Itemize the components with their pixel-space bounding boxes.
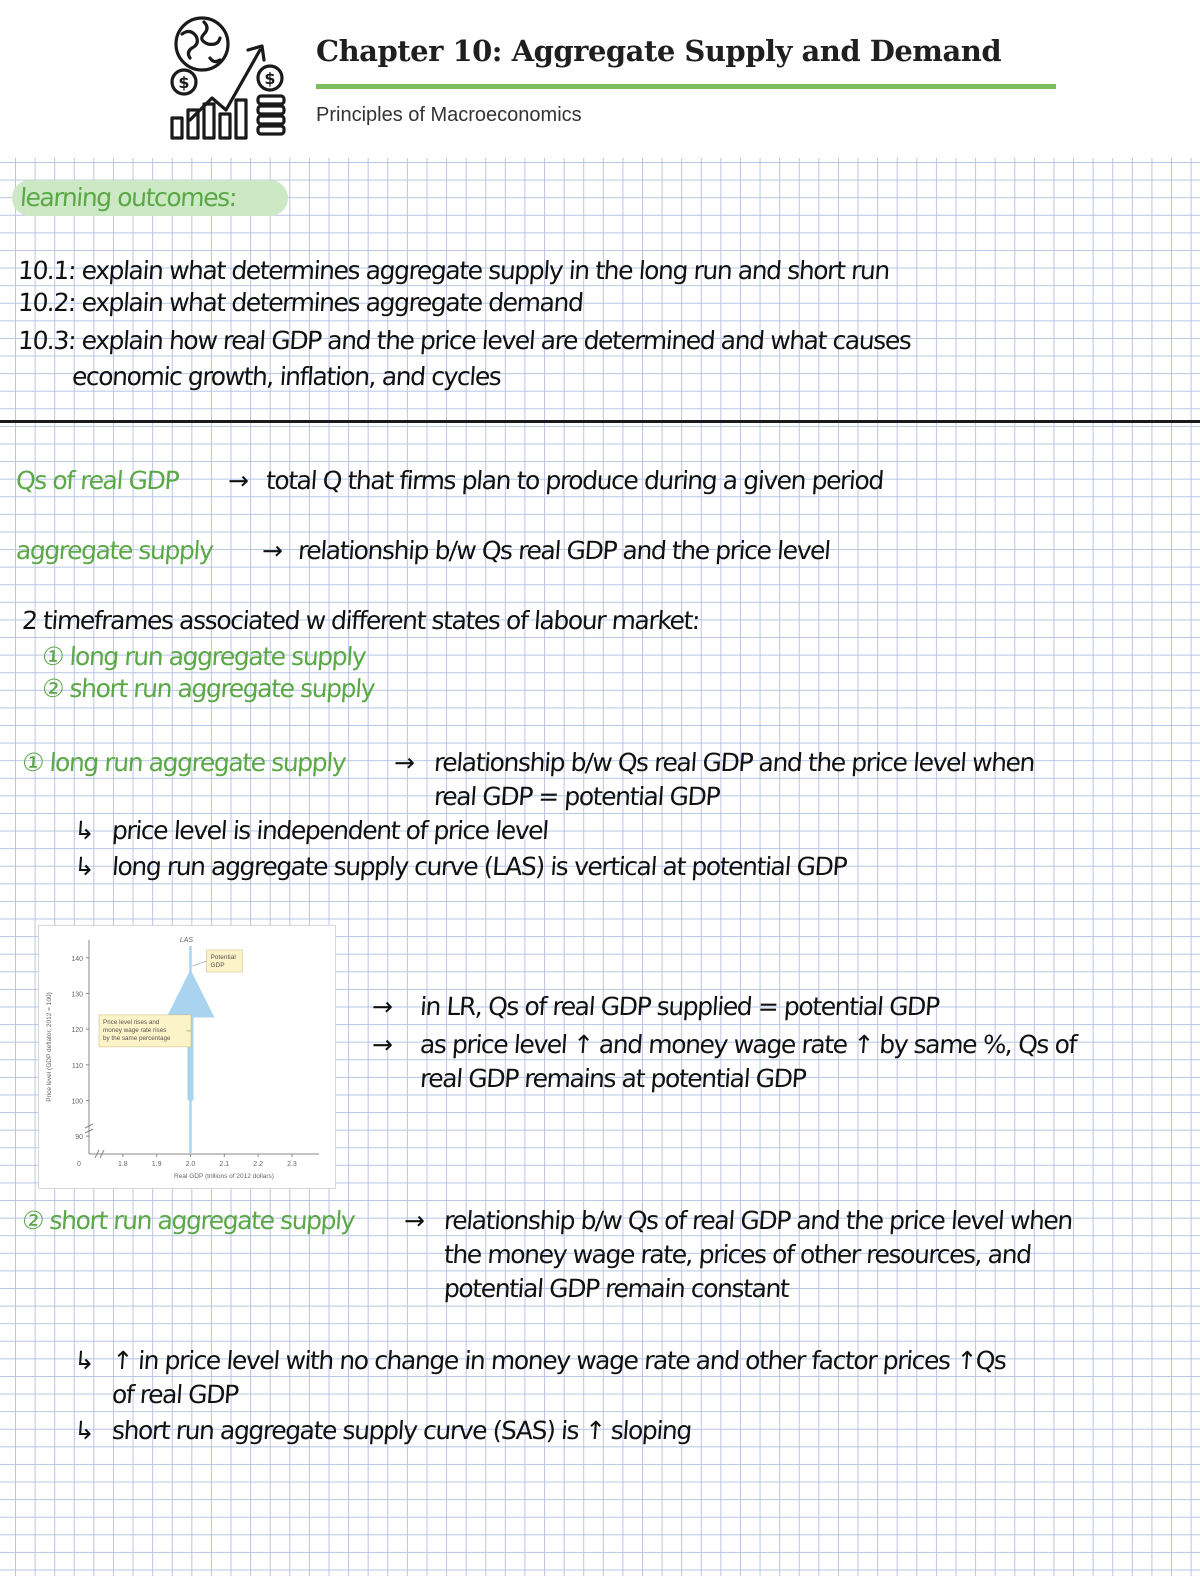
- origin-label: 0: [77, 1161, 81, 1168]
- y-tick-label: 100: [71, 1098, 83, 1106]
- arrow-icon: →: [371, 1030, 393, 1059]
- learning-outcomes-heading: learning outcomes:: [19, 183, 237, 212]
- timeframe-1: ① long run aggregate supply: [41, 642, 367, 671]
- x-tick-label: 1.8: [117, 1161, 128, 1168]
- svg-text:$: $: [264, 69, 276, 88]
- qs-term: Qs of real GDP: [15, 466, 180, 495]
- y-tick-label: 120: [71, 1027, 83, 1035]
- annotation-label: Price level rises and: [103, 1018, 160, 1026]
- lr-point-1: in LR, Qs of real GDP supplied = potential GDP: [419, 992, 940, 1021]
- y-axis-label: Price level (GDP deflator, 2012 = 100): [46, 992, 53, 1102]
- sras-sub-arrow-icon: ↳: [73, 1416, 95, 1445]
- arrow-icon: →: [403, 1206, 425, 1235]
- x-tick-label: 2.1: [219, 1161, 230, 1168]
- x-tick-label: 2.3: [287, 1161, 297, 1168]
- sras-sub-2: short run aggregate supply curve (SAS) is ↑ sloping: [111, 1416, 692, 1445]
- as-term: aggregate supply: [15, 536, 214, 565]
- arrow-icon: →: [371, 992, 393, 1021]
- potential-gdp-label: GDP: [210, 962, 225, 969]
- lras-sub-1: price level is independent of price level: [111, 816, 549, 845]
- las-curve-label: LAS: [179, 937, 194, 944]
- page-subtitle: Principles of Macroeconomics: [316, 104, 582, 126]
- y-tick-label: 140: [71, 955, 83, 963]
- y-tick-label: 110: [71, 1062, 83, 1070]
- as-definition: relationship b/w Qs real GDP and the price level: [297, 536, 831, 565]
- y-tick-label: 90: [75, 1134, 83, 1142]
- x-tick-label: 2.2: [253, 1161, 263, 1168]
- outcome-10-1: 10.1: explain what determines aggregate supply in the long run and short run: [17, 256, 890, 285]
- arrow-icon: →: [261, 536, 283, 565]
- section-divider: [0, 420, 1200, 423]
- timeframes-intro: 2 timeframes associated w different states of labour market:: [21, 606, 701, 635]
- arrow-icon: →: [393, 748, 415, 777]
- lras-term: ① long run aggregate supply: [21, 748, 347, 777]
- las-chart: [38, 925, 336, 1189]
- x-tick-label: 1.9: [151, 1161, 162, 1168]
- timeframe-2: ② short run aggregate supply: [41, 674, 376, 703]
- page-title: Chapter 10: Aggregate Supply and Demand: [316, 34, 1002, 68]
- outcome-10-2: 10.2: explain what determines aggregate demand: [17, 288, 584, 317]
- title-rule: [316, 84, 1056, 89]
- qs-definition: total Q that firms plan to produce during a given period: [265, 466, 884, 495]
- arrow-icon: →: [227, 466, 249, 495]
- svg-text:$: $: [178, 73, 190, 92]
- sras-sub-1-continued: of real GDP: [111, 1380, 239, 1409]
- outcome-10-3: 10.3: explain how real GDP and the price level are determined and what causes: [17, 326, 912, 355]
- potential-gdp-label: Potential: [210, 954, 236, 961]
- potential-gdp-leader: [192, 961, 206, 966]
- sras-definition-3: potential GDP remain constant: [443, 1274, 790, 1303]
- annotation-label: money wage rate rises: [103, 1026, 167, 1034]
- lras-sub-2: long run aggregate supply curve (LAS) is vertical at potential GDP: [111, 852, 848, 881]
- lras-sub-arrow-icon: ↳: [73, 852, 95, 881]
- x-tick-label: 2.0: [185, 1161, 196, 1168]
- sras-definition-1: relationship b/w Qs of real GDP and the price level when: [443, 1206, 1073, 1235]
- x-axis-label: Real GDP (trillions of 2012 dollars): [174, 1173, 274, 1180]
- sras-sub-arrow-icon: ↳: [73, 1346, 95, 1375]
- sras-term: ② short run aggregate supply: [21, 1206, 356, 1235]
- lras-sub-arrow-icon: ↳: [73, 816, 95, 845]
- annotation-label: by the same percentage: [103, 1034, 171, 1042]
- lr-point-2: as price level ↑ and money wage rate ↑ by same %, Qs of: [419, 1030, 1078, 1059]
- sras-definition-2: the money wage rate, prices of other resources, and: [443, 1240, 1032, 1269]
- y-tick-label: 130: [71, 991, 83, 999]
- outcome-10-3-continued: economic growth, inflation, and cycles: [71, 362, 502, 391]
- lras-definition-1: relationship b/w Qs real GDP and the price level when: [433, 748, 1036, 777]
- las-chart-svg: [39, 926, 335, 1188]
- lr-point-2-continued: real GDP remains at potential GDP: [419, 1064, 807, 1093]
- lras-definition-2: real GDP = potential GDP: [433, 782, 721, 811]
- globe-dollar-growth-icon: [160, 10, 292, 142]
- sras-sub-1: ↑ in price level with no change in money wage rate and other factor prices ↑Qs: [111, 1346, 1007, 1375]
